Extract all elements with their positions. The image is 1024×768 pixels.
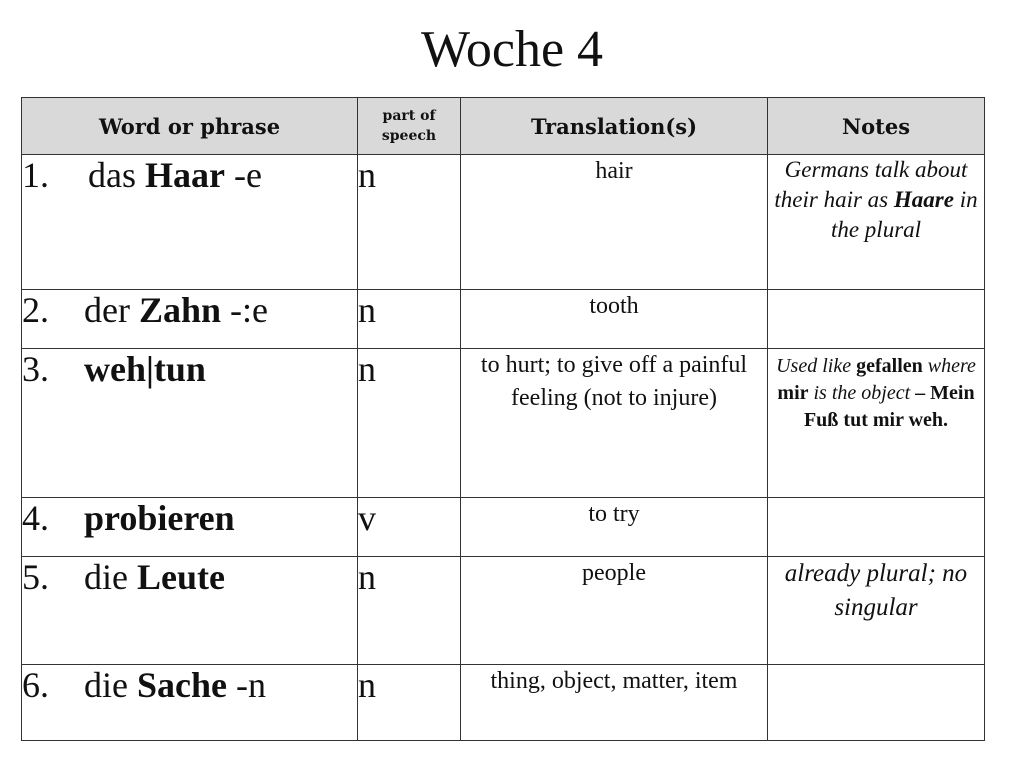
- plural-suffix: -e: [233, 155, 262, 195]
- header-part-of-speech: [358, 98, 461, 155]
- plural-suffix: -:e: [230, 290, 268, 330]
- note-text: in the plural: [830, 187, 978, 242]
- notes-cell: [768, 155, 985, 290]
- translation-cell: to try: [461, 498, 768, 557]
- header-word: Word or phrase: [22, 98, 358, 155]
- note-text: is the object: [813, 382, 911, 404]
- row-number: 1.: [22, 155, 49, 195]
- table-row: [22, 155, 985, 290]
- note-text: Used like: [776, 355, 852, 377]
- note-dash: –: [915, 382, 926, 404]
- translation-cell: people: [461, 557, 768, 665]
- table-row: [22, 290, 985, 349]
- note-bold: mir: [777, 382, 809, 404]
- translation-cell: to hurt; to give off a painful feeling (not to injure): [461, 349, 768, 498]
- table-row: [22, 557, 985, 665]
- word-cell: [22, 557, 358, 665]
- vocabulary-table: [21, 97, 985, 741]
- table-row: [22, 498, 985, 557]
- article: das: [88, 155, 136, 195]
- part-of-speech-cell: n: [358, 290, 461, 349]
- word-cell: [22, 349, 358, 498]
- noun: Zahn: [138, 290, 222, 330]
- row-number: 5.: [22, 557, 49, 597]
- table-row: [22, 349, 985, 498]
- header-pos-line2: speech: [381, 128, 437, 144]
- notes-cell: already plural; no singular: [768, 557, 985, 665]
- noun: weh|tun: [84, 349, 206, 389]
- translation-cell: tooth: [461, 290, 768, 349]
- header-notes: Notes: [768, 98, 985, 155]
- word-cell: [22, 290, 358, 349]
- note-text: where: [927, 355, 976, 377]
- part-of-speech-cell: n: [358, 155, 461, 290]
- noun: Leute: [136, 557, 225, 597]
- noun: Haar: [145, 155, 225, 195]
- translation-cell: thing, object, matter, item: [461, 665, 768, 741]
- row-number: 6.: [22, 665, 49, 705]
- notes-cell: [768, 498, 985, 557]
- row-number: 3.: [22, 349, 49, 389]
- notes-cell: [768, 349, 985, 498]
- word-cell: [22, 665, 358, 741]
- note-bold: gefallen: [856, 355, 923, 377]
- noun: Sache: [136, 665, 227, 705]
- note-example: Mein Fuß tut mir weh.: [803, 382, 975, 431]
- table-row: [22, 665, 985, 741]
- header-translation: Translation(s): [461, 98, 768, 155]
- table-header-row: [22, 98, 985, 155]
- article: die: [84, 665, 128, 705]
- note-text: Germans talk about their hair as: [774, 157, 968, 212]
- noun: probieren: [84, 498, 235, 538]
- plural-suffix: -n: [235, 665, 266, 705]
- part-of-speech-cell: v: [358, 498, 461, 557]
- part-of-speech-cell: n: [358, 557, 461, 665]
- word-cell: [22, 155, 358, 290]
- header-pos-line1: part of: [382, 108, 436, 124]
- part-of-speech-cell: n: [358, 665, 461, 741]
- page-title: Woche 4: [420, 21, 604, 78]
- article: die: [84, 557, 128, 597]
- note-bold: Haare: [893, 187, 954, 212]
- article: der: [84, 290, 130, 330]
- notes-cell: [768, 290, 985, 349]
- row-number: 2.: [22, 290, 49, 330]
- notes-cell: [768, 665, 985, 741]
- translation-cell: hair: [461, 155, 768, 290]
- row-number: 4.: [22, 498, 49, 538]
- part-of-speech-cell: n: [358, 349, 461, 498]
- word-cell: [22, 498, 358, 557]
